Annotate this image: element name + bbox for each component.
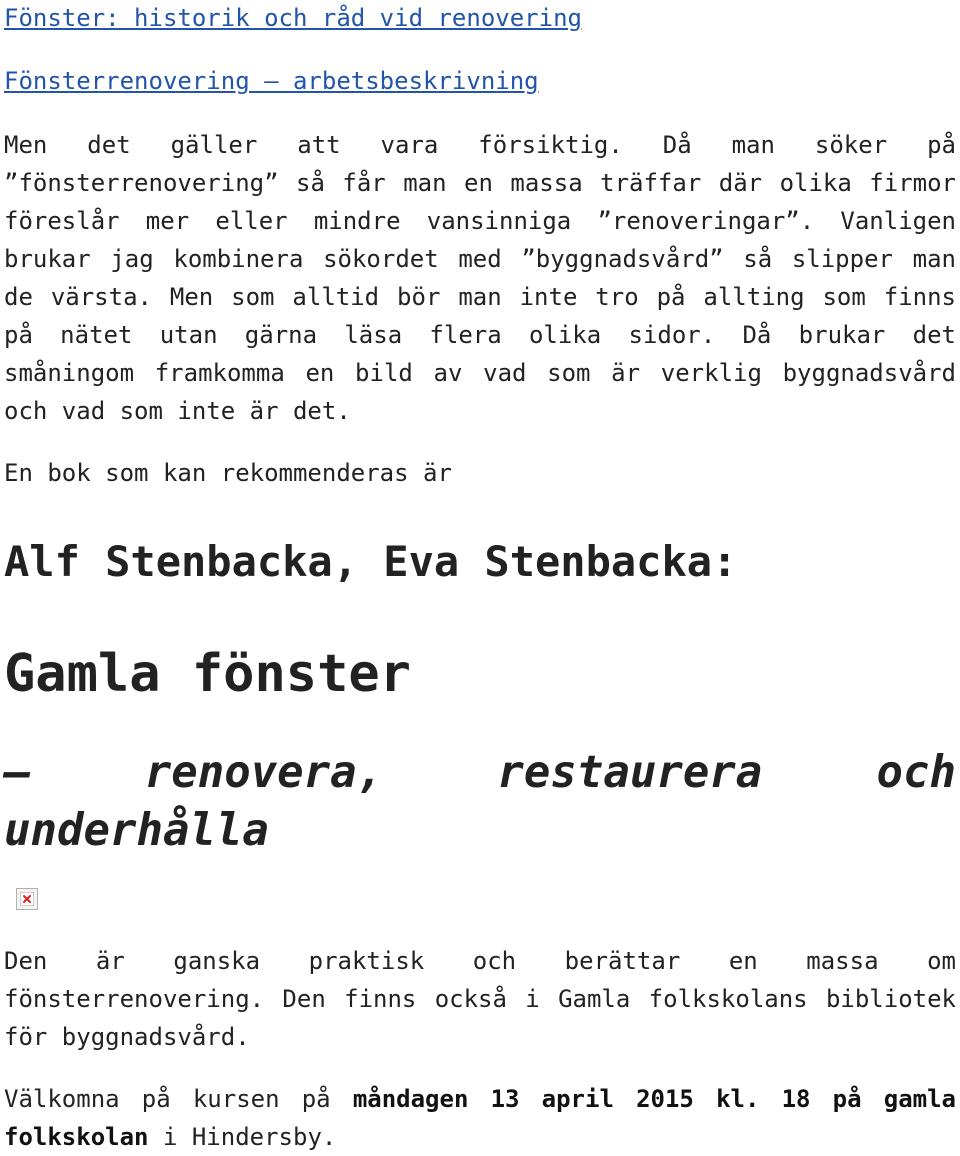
- link-line-1: [4, 0, 956, 35]
- link-fonsterrenovering-arbetsbeskrivning[interactable]: Fönsterrenovering – arbetsbeskrivning: [4, 67, 539, 95]
- book-authors-heading: Alf Stenbacka, Eva Stenbacka:: [4, 537, 738, 586]
- book-description-paragraph: Den är ganska praktisk och berättar en massa om fönsterrenovering. Den finns också i Gamla folkskolans bibliotek för byggnadsvård.: [4, 947, 956, 1051]
- welcome-suffix: i Hindersby.: [148, 1123, 337, 1151]
- welcome-date-location: måndagen 13 april 2015 kl. 18 på gamla folkskolan: [4, 1085, 956, 1151]
- intro-paragraph: Men det gäller att vara försiktig. Då man söker på ”fönsterrenovering” så får man en massa träffar där olika firmor föreslår mer eller mindre vansinniga ”renoveringar”. Vanligen brukar jag kombinera sökordet med ”byggnadsvård” så slipper man de värsta. Men som alltid bör man inte tro på allting som finns på nätet utan gärna läsa flera olika sidor. Då brukar det småningom framkomma en bild av vad som är verklig byggnadsvård och vad som inte är det.: [4, 131, 956, 425]
- broken-image-icon: [16, 888, 38, 910]
- book-intro-paragraph: En bok som kan rekommenderas är: [4, 459, 452, 487]
- link-fonster-historik[interactable]: Fönster: historik och råd vid renovering: [4, 4, 582, 32]
- book-title-heading: Gamla fönster: [4, 644, 411, 704]
- broken-image-cross: [20, 892, 34, 906]
- link-line-2: [4, 64, 956, 98]
- welcome-prefix: Välkomna på kursen på: [4, 1085, 353, 1113]
- book-subtitle-heading: – renovera, restaurera och underhålla: [4, 747, 956, 856]
- welcome-paragraph: [4, 1080, 956, 1156]
